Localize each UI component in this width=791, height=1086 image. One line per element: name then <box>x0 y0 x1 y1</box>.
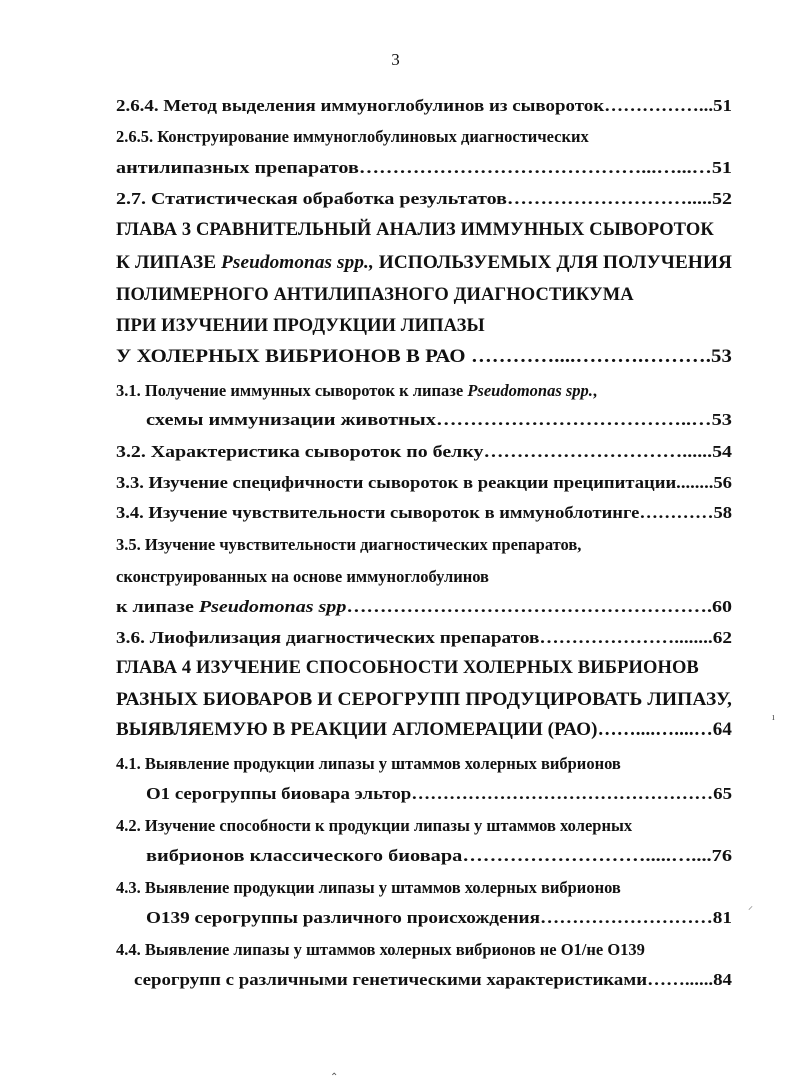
text-segment: сконструированных на основе иммуноглобулинов <box>116 567 489 586</box>
text-segment: 3.3. Изучение специфичности сывороток в реакции преципитации........56 <box>116 473 732 492</box>
text-segment: 4.4. Выявление липазы у штаммов холерных вибрионов не О1/не О139 <box>116 940 645 959</box>
text-segment: У ХОЛЕРНЫХ ВИБРИОНОВ В РАО …………....……….……….53 <box>116 347 732 367</box>
text-segment: О139 серогруппы различного происхождения………………………81 <box>146 908 732 927</box>
text-segment: ВЫЯВЛЯЕМУЮ В РЕАКЦИИ АГЛОМЕРАЦИИ (РАО)……....…....…64 <box>116 720 732 740</box>
toc-entry-line <box>116 503 732 523</box>
text-segment: 2.6.4. Метод выделения иммуноглобулинов из сывороток……………...51 <box>116 96 732 115</box>
text-segment: 4.1. Выявление продукции липазы у штаммов холерных вибрионов <box>116 754 621 773</box>
text-segment: 3.2. Характеристика сывороток по белку…………………………......54 <box>116 442 732 461</box>
toc-entry-line <box>116 96 732 116</box>
toc-entry-line <box>116 127 589 147</box>
toc-entry-line <box>146 908 732 928</box>
text-segment: ГЛАВА 4 ИЗУЧЕНИЕ СПОСОБНОСТИ ХОЛЕРНЫХ ВИБРИОНОВ <box>116 658 699 678</box>
toc-entry-line <box>146 410 732 430</box>
text-segment: схемы иммунизации животных………………………………..…53 <box>146 410 732 429</box>
toc-entry-line <box>116 816 632 836</box>
text-segment: ПРИ ИЗУЧЕНИИ ПРОДУКЦИИ ЛИПАЗЫ <box>116 316 485 336</box>
toc-entry-line <box>146 846 732 866</box>
toc-entry-line <box>146 784 732 804</box>
scan-speck: ⌃ <box>330 1072 339 1083</box>
scan-speck: ⸝ <box>748 901 753 912</box>
chapter-heading-line <box>116 720 732 741</box>
scan-speck: ı <box>772 712 775 723</box>
text-segment: ……………………………………………….60 <box>346 597 732 616</box>
text-segment: О1 серогруппы биовара эльтор…………………………………………65 <box>146 784 732 803</box>
text-segment: 4.3. Выявление продукции липазы у штаммов холерных вибрионов <box>116 878 621 897</box>
toc-entry-line <box>116 754 621 774</box>
toc-entry-line <box>116 940 645 960</box>
toc-entry-line <box>116 189 732 209</box>
text-segment: К ЛИПАЗЕ <box>116 253 222 273</box>
text-segment: вибрионов классического биовара……………………….....…....76 <box>146 846 732 865</box>
text-segment: к липазе <box>116 597 199 616</box>
text-segment: 3.1. Получение иммунных сывороток к липазе <box>116 381 468 400</box>
text-segment: , <box>592 381 598 400</box>
text-segment: 2.6.5. Конструирование иммуноглобулиновых диагностических <box>116 127 589 146</box>
toc-entry-line <box>116 597 732 617</box>
toc-entry-line <box>116 878 621 898</box>
chapter-heading-line <box>116 316 485 337</box>
chapter-heading-line <box>116 220 714 241</box>
toc-entry-line <box>116 381 597 401</box>
text-segment: антилипазных препаратов……………………………………...…...…51 <box>116 158 732 177</box>
text-segment: 3.5. Изучение чувствительности диагностических препаратов, <box>116 535 582 554</box>
text-segment: РАЗНЫХ БИОВАРОВ И СЕРОГРУПП ПРОДУЦИРОВАТЬ ЛИПАЗУ, <box>116 690 732 710</box>
toc-entry-line <box>116 567 489 587</box>
text-segment: ГЛАВА 3 СРАВНИТЕЛЬНЫЙ АНАЛИЗ ИММУННЫХ СЫВОРОТОК <box>116 220 714 240</box>
toc-entry-line <box>116 628 732 648</box>
italic-text: Pseudomonas spp <box>198 597 347 616</box>
text-segment: 2.7. Статистическая обработка результатов……………………….....52 <box>116 189 732 208</box>
text-segment: 3.4. Изучение чувствительности сывороток в иммуноблотинге…………58 <box>116 503 732 522</box>
toc-entry-line <box>116 158 732 178</box>
chapter-heading-line <box>116 690 732 711</box>
toc-entry-line <box>134 970 732 990</box>
chapter-heading-line <box>116 347 732 368</box>
chapter-heading-line <box>116 658 699 679</box>
chapter-heading-line <box>116 253 732 274</box>
page-number: 3 <box>391 50 400 69</box>
text-segment: 3.6. Лиофилизация диагностических препаратов…………………........62 <box>116 628 732 647</box>
text-segment: ПОЛИМЕРНОГО АНТИЛИПАЗНОГО ДИАГНОСТИКУМА <box>116 285 634 305</box>
text-segment: ИСПОЛЬЗУЕМЫХ ДЛЯ ПОЛУЧЕНИЯ <box>373 253 732 273</box>
toc-entry-line <box>116 535 581 555</box>
italic-text: Pseudomonas spp., <box>221 253 374 273</box>
italic-text: Pseudomonas spp. <box>467 381 593 400</box>
text-segment: серогрупп с различными генетическими характеристиками……......84 <box>134 970 732 989</box>
chapter-heading-line <box>116 285 634 306</box>
toc-entry-line <box>116 473 732 493</box>
toc-entry-line <box>116 442 732 462</box>
text-segment: 4.2. Изучение способности к продукции липазы у штаммов холерных <box>116 816 633 835</box>
